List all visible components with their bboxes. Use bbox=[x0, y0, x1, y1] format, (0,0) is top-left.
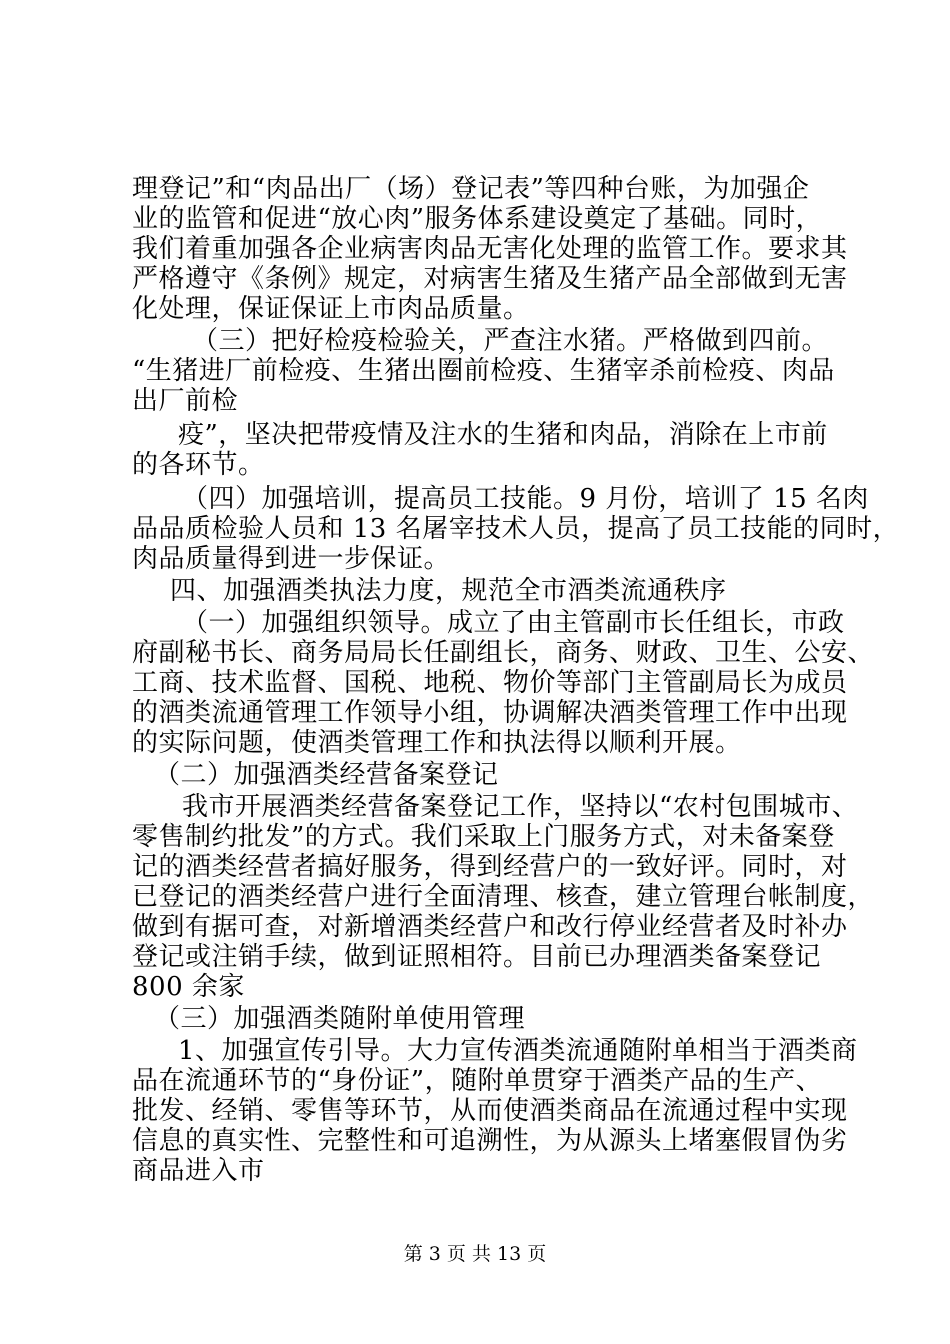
text-line: 出厂前检 bbox=[132, 386, 239, 416]
page-number: 第 3 页 共 13 页 bbox=[403, 1243, 547, 1265]
text-line: 的酒类流通管理工作领导小组，协调解决酒类管理工作中出现 bbox=[132, 698, 848, 728]
text-line: 疫”，坚决把带疫情及注水的生猪和肉品，消除在上市前 bbox=[178, 420, 828, 450]
text-line: 我们着重加强各企业病害肉品无害化处理的监管工作。要求其 bbox=[132, 234, 848, 264]
text-line: 做到有据可查，对新增酒类经营户和改行停业经营者及时补办 bbox=[132, 912, 848, 942]
text-line: 严格遵守《条例》规定，对病害生猪及生猪产品全部做到无害 bbox=[132, 264, 848, 294]
text-line: 批发、经销、零售等环节，从而使酒类商品在流通过程中实现 bbox=[132, 1096, 848, 1126]
section-heading: （三）把好检疫检验关，严查注水猪。严格做到四前。 bbox=[192, 326, 829, 356]
text-line: 我市开展酒类经营备案登记工作，坚持以“农村包围城市、 bbox=[182, 792, 859, 822]
text-line: 工商、技术监督、国税、地税、物价等部门主管副局长为成员 bbox=[132, 668, 848, 698]
text-line: “生猪进厂前检疫、生猪出圈前检疫、生猪宰杀前检疫、肉品 bbox=[132, 356, 835, 386]
text-line: 业的监管和促进“放心肉”服务体系建设奠定了基础。同时， bbox=[132, 204, 823, 234]
text-line: 府副秘书长、商务局局长任副组长，商务、财政、卫生、公安、 bbox=[132, 638, 875, 668]
text-line: 化处理，保证保证上市肉品质量。 bbox=[132, 294, 530, 324]
text-line: 零售制约批发”的方式。我们采取上门服务方式，对未备案登 bbox=[132, 822, 835, 852]
section-heading: （二）加强酒类经营备案登记 bbox=[154, 760, 499, 790]
section-heading: （一）加强组织领导。成立了由主管副市长任组长，市政 bbox=[182, 608, 845, 638]
section-heading: （三）加强酒类随附单使用管理 bbox=[154, 1004, 526, 1034]
text-line: 登记或注销手续，做到证照相符。目前已办理酒类备案登记 bbox=[132, 942, 822, 972]
text-line: 信息的真实性、完整性和可追溯性，为从源头上堵塞假冒伪劣 bbox=[132, 1126, 848, 1156]
text-line: 品在流通环节的“身份证”，随附单贯穿于酒类产品的生产、 bbox=[132, 1066, 823, 1096]
text-line: 已登记的酒类经营户进行全面清理、核查，建立管理台帐制度， bbox=[132, 882, 875, 912]
text-line: 肉品质量得到进一步保证。 bbox=[132, 544, 451, 574]
text-line: 记的酒类经营者搞好服务，得到经营户的一致好评。同时，对 bbox=[132, 852, 848, 882]
text-line: 品品质检验人员和 13 名屠宰技术人员，提高了员工技能的同时， bbox=[132, 514, 900, 544]
text-line: 理登记”和“肉品出厂（场）登记表”等四种台账，为加强企 bbox=[132, 174, 810, 204]
text-line: 商品进入市 bbox=[132, 1156, 265, 1186]
text-line: 的实际问题，使酒类管理工作和执法得以顺利开展。 bbox=[132, 728, 742, 758]
text-line: 800 余家 bbox=[132, 972, 245, 1002]
section-heading: （四）加强培训，提高员工技能。9 月份，培训了 15 名肉 bbox=[182, 484, 869, 514]
text-line: 的各环节。 bbox=[132, 450, 265, 480]
section-heading: 四、加强酒类执法力度，规范全市酒类流通秩序 bbox=[170, 576, 727, 606]
text-line: 1、加强宣传引导。大力宣传酒类流通随附单相当于酒类商 bbox=[178, 1036, 858, 1066]
